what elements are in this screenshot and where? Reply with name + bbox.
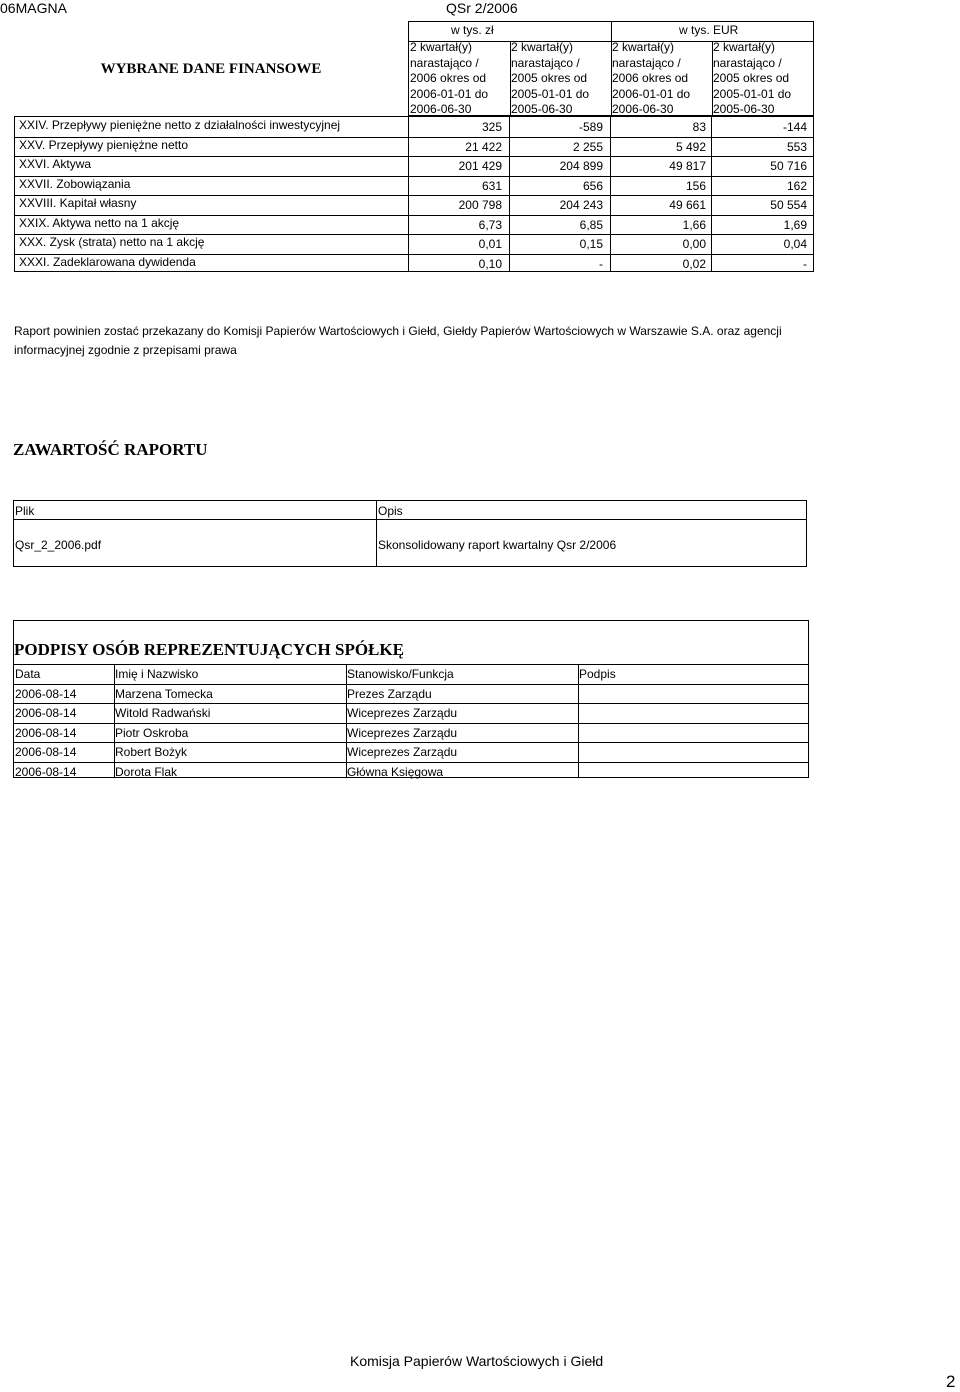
contents-table (13, 500, 807, 567)
col2-line2: narastająco / (511, 55, 580, 70)
signature-cell: Witold Radwański (115, 706, 211, 720)
row-value: 200 798 (458, 198, 502, 212)
contents-file-desc: Skonsolidowany raport kwartalny Qsr 2/2006 (378, 538, 617, 552)
col1-line1: 2 kwartał(y) (410, 40, 473, 54)
row-divider (14, 703, 808, 704)
row-value: 156 (685, 178, 706, 193)
row-divider (15, 137, 813, 138)
row-value: 0,10 (478, 256, 502, 271)
row-value: 656 (582, 178, 603, 193)
col4-line4: 2005-01-01 do (713, 86, 792, 101)
signature-cell: Marzena Tomecka (115, 686, 213, 701)
row-label: XXVIII. Kapitał własny (19, 196, 137, 210)
row-value: 6,85 (579, 217, 603, 232)
financials-row (15, 234, 813, 253)
signature-cell: 2006-08-14 (15, 686, 77, 701)
financials-title: WYBRANE DANE FINANSOWE (100, 60, 322, 77)
row-value: 204 899 (559, 159, 603, 173)
row-value: 6,73 (478, 217, 502, 232)
signature-cell: Główna Księgowa (347, 764, 444, 779)
column-divider (578, 664, 579, 777)
row-value: 49 817 (669, 159, 706, 173)
unit-pln: w tys. zł (451, 23, 494, 37)
column-divider (408, 117, 409, 271)
row-value: 0,02 (682, 256, 706, 271)
contents-title: ZAWARTOŚĆ RAPORTU (13, 440, 208, 459)
column-header-1 (410, 40, 510, 118)
financials-row (15, 195, 813, 214)
row-value: 49 661 (669, 198, 706, 212)
column-divider (346, 664, 347, 777)
row-label: XXXI. Zadeklarowana dywidenda (19, 254, 196, 269)
row-divider (15, 195, 813, 196)
financials-table (14, 116, 814, 272)
row-value: 1,66 (682, 217, 706, 232)
signature-cell: Piotr Oskroba (115, 725, 189, 740)
col4-line3: 2005 okres od (713, 71, 790, 85)
row-label: XXIX. Aktywa netto na 1 akcję (19, 215, 180, 230)
row-value: 50 554 (770, 198, 807, 212)
row-value: -589 (578, 120, 603, 134)
row-divider (14, 742, 808, 743)
signatures-table (13, 620, 809, 778)
column-header-4 (713, 40, 813, 118)
signature-cell: Dorota Flak (115, 764, 178, 779)
financials-row (15, 254, 813, 273)
signatures-title: PODPISY OSÓB REPREZENTUJĄCYCH SPÓŁKĘ (14, 640, 404, 659)
financials-row (15, 117, 813, 136)
row-divider (14, 762, 808, 763)
row-divider (14, 664, 808, 665)
row-divider (15, 254, 813, 255)
signatures-header: Data (15, 667, 41, 681)
column-divider (711, 117, 712, 271)
financials-row (15, 215, 813, 234)
row-value: 204 243 (559, 198, 603, 212)
signature-cell: 2006-08-14 (15, 745, 77, 759)
col1-line3: 2006 okres od (410, 71, 487, 85)
row-value: - (803, 256, 807, 271)
column-header-3 (612, 40, 712, 118)
column-divider (114, 664, 115, 777)
contents-header-desc: Opis (378, 504, 403, 518)
report-code: QSr 2/2006 (446, 0, 518, 16)
contents-file-link[interactable]: Qsr_2_2006.pdf (15, 538, 102, 552)
signature-cell: Prezes Zarządu (347, 686, 432, 701)
col4-line1: 2 kwartał(y) (713, 40, 776, 54)
col3-line4: 2006-01-01 do (612, 86, 691, 101)
col2-line3: 2005 okres od (511, 71, 588, 85)
row-label: XXVI. Aktywa (19, 157, 92, 171)
row-divider (15, 156, 813, 157)
col2-line5: 2005-06-30 (511, 102, 573, 116)
row-divider (15, 215, 813, 216)
row-label: XXX. Zysk (strata) netto na 1 akcję (19, 235, 205, 249)
column-divider (610, 117, 611, 271)
row-value: 1,69 (783, 217, 807, 232)
column-divider (509, 117, 510, 271)
unit-eur: w tys. EUR (679, 23, 739, 37)
row-label: XXIV. Przepływy pieniężne netto z działalności inwestycyjnej (19, 118, 341, 132)
row-divider (15, 176, 813, 177)
contents-header-file: Plik (15, 504, 35, 518)
row-value: 0,01 (478, 237, 502, 251)
distribution-note: Raport powinien zostać przekazany do Komisji Papierów Wartościowych i Giełd, Giełdy Papierów Wartościowych w Warszawie S.A. oraz agencji informacyjnej zgodnie z przepisami prawa (14, 324, 782, 357)
col1-line2: narastająco / (410, 55, 479, 70)
row-value: 83 (692, 120, 706, 134)
signatures-header: Podpis (579, 667, 616, 681)
row-value: 0,00 (682, 237, 706, 251)
row-label: XXV. Przepływy pieniężne netto (19, 137, 188, 152)
financials-row (15, 156, 813, 175)
row-value: 5 492 (675, 139, 706, 154)
row-value: - (599, 256, 603, 271)
signature-cell: Wiceprezes Zarządu (347, 725, 458, 740)
financials-row (15, 176, 813, 195)
col2-line1: 2 kwartał(y) (511, 40, 574, 54)
row-value: 0,04 (783, 237, 807, 251)
col3-line3: 2006 okres od (612, 71, 689, 85)
footer-text: Komisja Papierów Wartościowych i Giełd (350, 1353, 604, 1369)
col1-line4: 2006-01-01 do (410, 86, 489, 101)
col4-line2: narastająco / (713, 55, 782, 70)
signature-cell: Robert Bożyk (115, 745, 188, 759)
financials-row (15, 137, 813, 156)
signature-cell: 2006-08-14 (15, 764, 77, 779)
row-value: 631 (481, 178, 502, 193)
col2-line4: 2005-01-01 do (511, 86, 590, 101)
page-number: 2 (946, 1372, 956, 1391)
col3-line5: 2006-06-30 (612, 102, 674, 116)
row-value: 50 716 (770, 159, 807, 173)
row-value: 2 255 (572, 139, 603, 154)
row-divider (14, 723, 808, 724)
row-value: 162 (786, 178, 807, 193)
row-value: 21 422 (465, 139, 502, 154)
signature-cell: 2006-08-14 (15, 706, 77, 720)
col3-line2: narastająco / (612, 55, 681, 70)
signature-cell: 2006-08-14 (15, 725, 77, 740)
row-value: -144 (782, 120, 807, 134)
row-value: 0,15 (579, 237, 603, 251)
row-value: 553 (786, 139, 807, 154)
signature-cell: Wiceprezes Zarządu (347, 745, 458, 759)
column-header-2 (511, 40, 611, 118)
row-divider (14, 684, 808, 685)
row-label: XXVII. Zobowiązania (19, 176, 131, 191)
signature-cell: Wiceprezes Zarządu (347, 706, 458, 720)
row-divider (15, 234, 813, 235)
company-code: 06MAGNA (0, 0, 67, 16)
row-value: 325 (481, 120, 502, 134)
col3-line1: 2 kwartał(y) (612, 40, 675, 54)
row-value: 201 429 (458, 159, 502, 173)
col1-line5: 2006-06-30 (410, 102, 472, 116)
signatures-header: Imię i Nazwisko (115, 667, 199, 681)
col4-line5: 2005-06-30 (713, 102, 775, 116)
signatures-header: Stanowisko/Funkcja (347, 667, 454, 681)
